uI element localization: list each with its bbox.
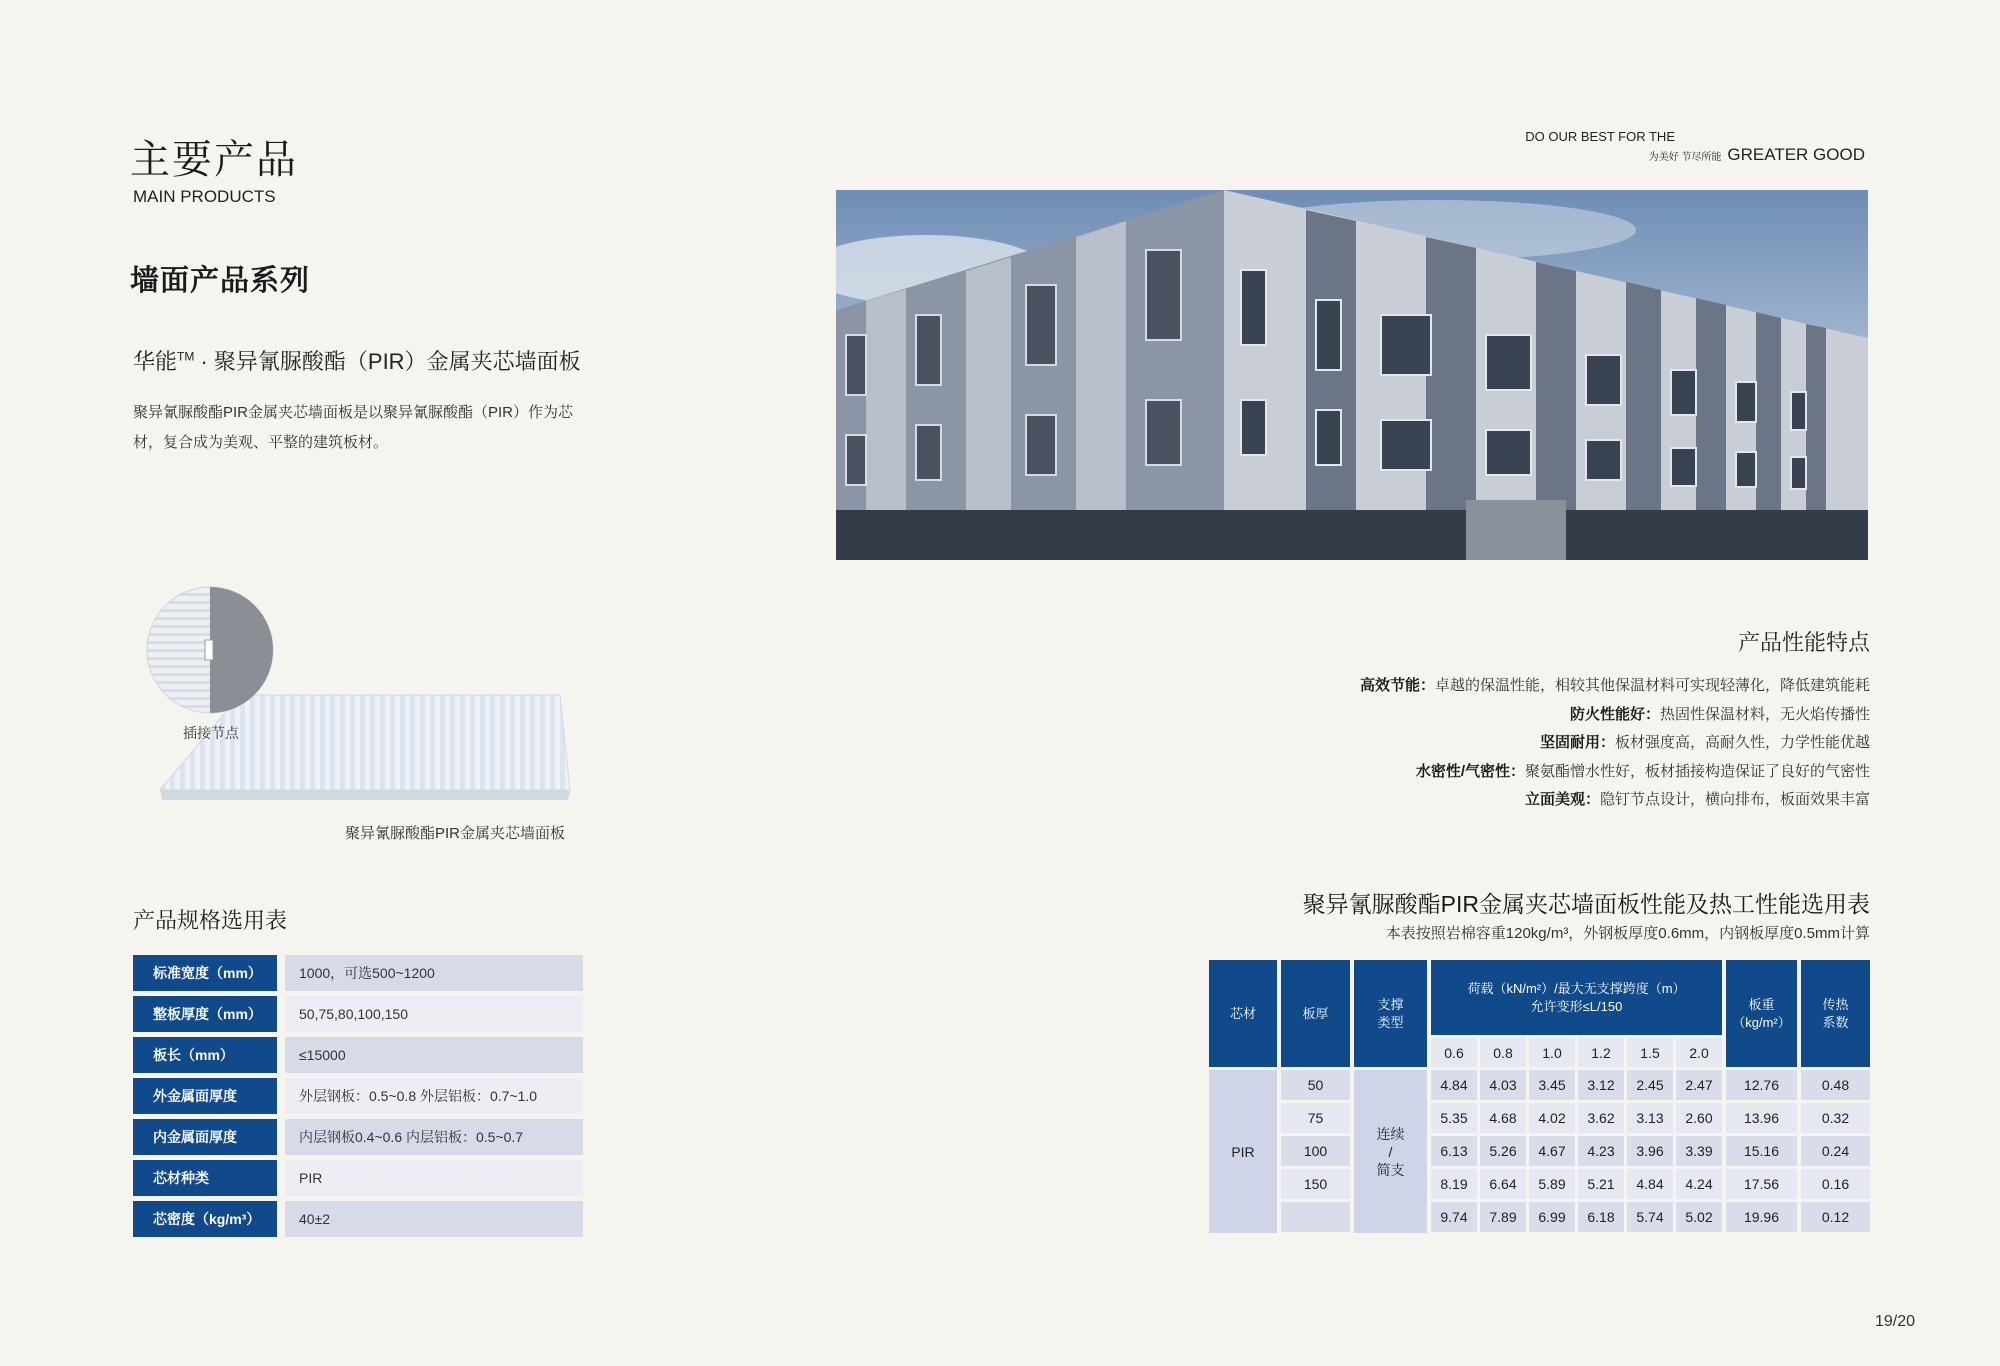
spec-row	[133, 1119, 583, 1155]
spec-title: 产品规格选用表	[133, 908, 288, 933]
load-value: 5.02	[1676, 1202, 1722, 1232]
product-name	[133, 345, 581, 376]
spec-value: 内层钢板0.4~0.6 内层铝板：0.5~0.7	[285, 1119, 583, 1155]
load-value: 3.96	[1627, 1136, 1673, 1166]
load-value: 3.39	[1676, 1136, 1722, 1166]
feature-item	[1360, 672, 1870, 701]
load-value: 2.45	[1627, 1070, 1673, 1100]
product-name-rest: · 聚异氰脲酸酯（PIR）金属夹芯墙面板	[194, 349, 581, 374]
page-subtitle: MAIN PRODUCTS	[133, 187, 276, 206]
header-heat: 传热 系数	[1801, 960, 1870, 1067]
header-load: 荷载（kN/m²）/最大无支撑跨度（m） 允许变形≤L/150	[1431, 960, 1722, 1035]
thickness-cell	[1281, 1202, 1350, 1232]
slogan-big: GREATER GOOD	[1727, 145, 1865, 164]
weight-value: 17.56	[1726, 1169, 1797, 1199]
feature-text: 板材强度高，高耐久性，力学性能优越	[1614, 734, 1870, 751]
perf-note: 本表按照岩棉容重120kg/m³，外钢板厚度0.6mm，内钢板厚度0.5mm计算	[1385, 925, 1870, 942]
feature-item	[1360, 729, 1870, 758]
header-span: 0.6	[1431, 1038, 1477, 1067]
spec-row	[133, 955, 583, 991]
load-value: 6.64	[1480, 1169, 1526, 1199]
feature-text: 热固性保温材料，无火焰传播性	[1659, 705, 1870, 723]
load-value: 6.13	[1431, 1136, 1477, 1166]
joint-caption: 插接节点	[183, 725, 239, 741]
load-value: 4.02	[1529, 1103, 1575, 1133]
load-value: 3.45	[1529, 1070, 1575, 1100]
spec-row	[133, 1201, 583, 1237]
slogan-small: 为美好 节尽所能	[1648, 152, 1722, 163]
feature-item	[1360, 786, 1870, 815]
product-description: 聚异氰脲酸酯PIR金属夹芯墙面板是以聚异氰脲酸酯（PIR）作为芯材，复合成为美观、平整的建筑板材。	[133, 404, 574, 451]
trademark: TM	[177, 349, 195, 364]
series-title: 墙面产品系列	[130, 265, 311, 297]
building-photo	[836, 190, 1868, 560]
load-value: 9.74	[1431, 1202, 1477, 1232]
load-value: 8.19	[1431, 1169, 1477, 1199]
header-span: 1.2	[1578, 1038, 1624, 1067]
heat-value: 0.16	[1801, 1169, 1870, 1199]
header-span: 1.0	[1529, 1038, 1575, 1067]
header-core: 芯材	[1209, 960, 1277, 1067]
features-list	[1360, 672, 1870, 815]
spec-row	[133, 1078, 583, 1114]
core-cell: PIR	[1209, 1070, 1277, 1233]
spec-label: 内金属面厚度	[133, 1119, 277, 1155]
weight-value: 19.96	[1726, 1202, 1797, 1232]
spec-value: ≤15000	[285, 1037, 583, 1073]
load-value: 5.74	[1627, 1202, 1673, 1232]
load-value: 5.21	[1578, 1169, 1624, 1199]
spec-value: 1000，可选500~1200	[285, 955, 583, 991]
heat-value: 0.32	[1801, 1103, 1870, 1133]
load-value: 4.68	[1480, 1103, 1526, 1133]
weight-value: 12.76	[1726, 1070, 1797, 1100]
spec-value: 外层钢板：0.5~0.8 外层铝板：0.7~1.0	[285, 1078, 583, 1114]
load-value: 3.13	[1627, 1103, 1673, 1133]
perf-table	[1209, 960, 1870, 1233]
thickness-cell: 100	[1281, 1136, 1350, 1166]
load-value: 4.67	[1529, 1136, 1575, 1166]
spec-value: PIR	[285, 1160, 583, 1196]
feature-label: 水密性/气密性：	[1415, 762, 1525, 780]
load-value: 2.47	[1676, 1070, 1722, 1100]
load-value: 3.12	[1578, 1070, 1624, 1100]
spec-label: 芯密度（kg/m³）	[133, 1201, 277, 1237]
load-value: 7.89	[1480, 1202, 1526, 1232]
load-value: 6.18	[1578, 1202, 1624, 1232]
feature-label: 高效节能：	[1359, 677, 1435, 694]
spec-label: 芯材种类	[133, 1160, 277, 1196]
slogan-line1: DO OUR BEST FOR THE	[1525, 129, 1675, 144]
panel-caption: 聚异氰脲酸酯PIR金属夹芯墙面板	[345, 825, 566, 842]
spec-label: 外金属面厚度	[133, 1078, 277, 1114]
weight-value: 13.96	[1726, 1103, 1797, 1133]
load-value: 4.84	[1627, 1169, 1673, 1199]
load-value: 3.62	[1578, 1103, 1624, 1133]
feature-text: 隐钉节点设计，横向排布，板面效果丰富	[1599, 791, 1870, 808]
spec-row	[133, 1160, 583, 1196]
features-title: 产品性能特点	[1737, 630, 1870, 655]
header-support: 支撑 类型	[1354, 960, 1427, 1067]
feature-item	[1360, 701, 1870, 730]
heat-value: 0.24	[1801, 1136, 1870, 1166]
feature-item	[1360, 758, 1870, 787]
feature-label: 坚固耐用：	[1539, 734, 1615, 751]
header-span: 2.0	[1676, 1038, 1722, 1067]
spec-label: 标准宽度（mm）	[133, 955, 277, 991]
spec-label: 整板厚度（mm）	[133, 996, 277, 1032]
thickness-cell: 75	[1281, 1103, 1350, 1133]
feature-label: 立面美观：	[1524, 791, 1600, 808]
header-span: 1.5	[1627, 1038, 1673, 1067]
load-value: 4.84	[1431, 1070, 1477, 1100]
load-value: 6.99	[1529, 1202, 1575, 1232]
load-value: 4.03	[1480, 1070, 1526, 1100]
thickness-cell: 50	[1281, 1070, 1350, 1100]
spec-table	[133, 955, 583, 1242]
header-weight: 板重 （kg/m²）	[1726, 960, 1797, 1067]
product-brand: 华能	[133, 349, 178, 374]
load-value: 5.89	[1529, 1169, 1575, 1199]
load-value: 4.24	[1676, 1169, 1722, 1199]
panel-illustration	[140, 585, 580, 810]
feature-text: 聚氨酯憎水性好，板材插接构造保证了良好的气密性	[1524, 762, 1870, 780]
slogan-line2	[1649, 145, 1865, 165]
feature-text: 卓越的保温性能，相较其他保温材料可实现轻薄化，降低建筑能耗	[1434, 677, 1870, 694]
heat-value: 0.12	[1801, 1202, 1870, 1232]
load-value: 5.35	[1431, 1103, 1477, 1133]
spec-row	[133, 1037, 583, 1073]
thickness-cell: 150	[1281, 1169, 1350, 1199]
page-number: 19/20	[1874, 1313, 1915, 1330]
feature-label: 防火性能好：	[1569, 705, 1660, 723]
page-title: 主要产品	[130, 138, 298, 182]
support-cell: 连续 / 简支	[1354, 1070, 1427, 1233]
load-value: 5.26	[1480, 1136, 1526, 1166]
load-value: 2.60	[1676, 1103, 1722, 1133]
spec-label: 板长（mm）	[133, 1037, 277, 1073]
load-value: 4.23	[1578, 1136, 1624, 1166]
header-thickness: 板厚	[1281, 960, 1350, 1067]
heat-value: 0.48	[1801, 1070, 1870, 1100]
spec-value: 50,75,80,100,150	[285, 996, 583, 1032]
perf-title: 聚异氰脲酸酯PIR金属夹芯墙面板性能及热工性能选用表	[1302, 891, 1870, 917]
spec-row	[133, 996, 583, 1032]
spec-value: 40±2	[285, 1201, 583, 1237]
weight-value: 15.16	[1726, 1136, 1797, 1166]
header-span: 0.8	[1480, 1038, 1526, 1067]
